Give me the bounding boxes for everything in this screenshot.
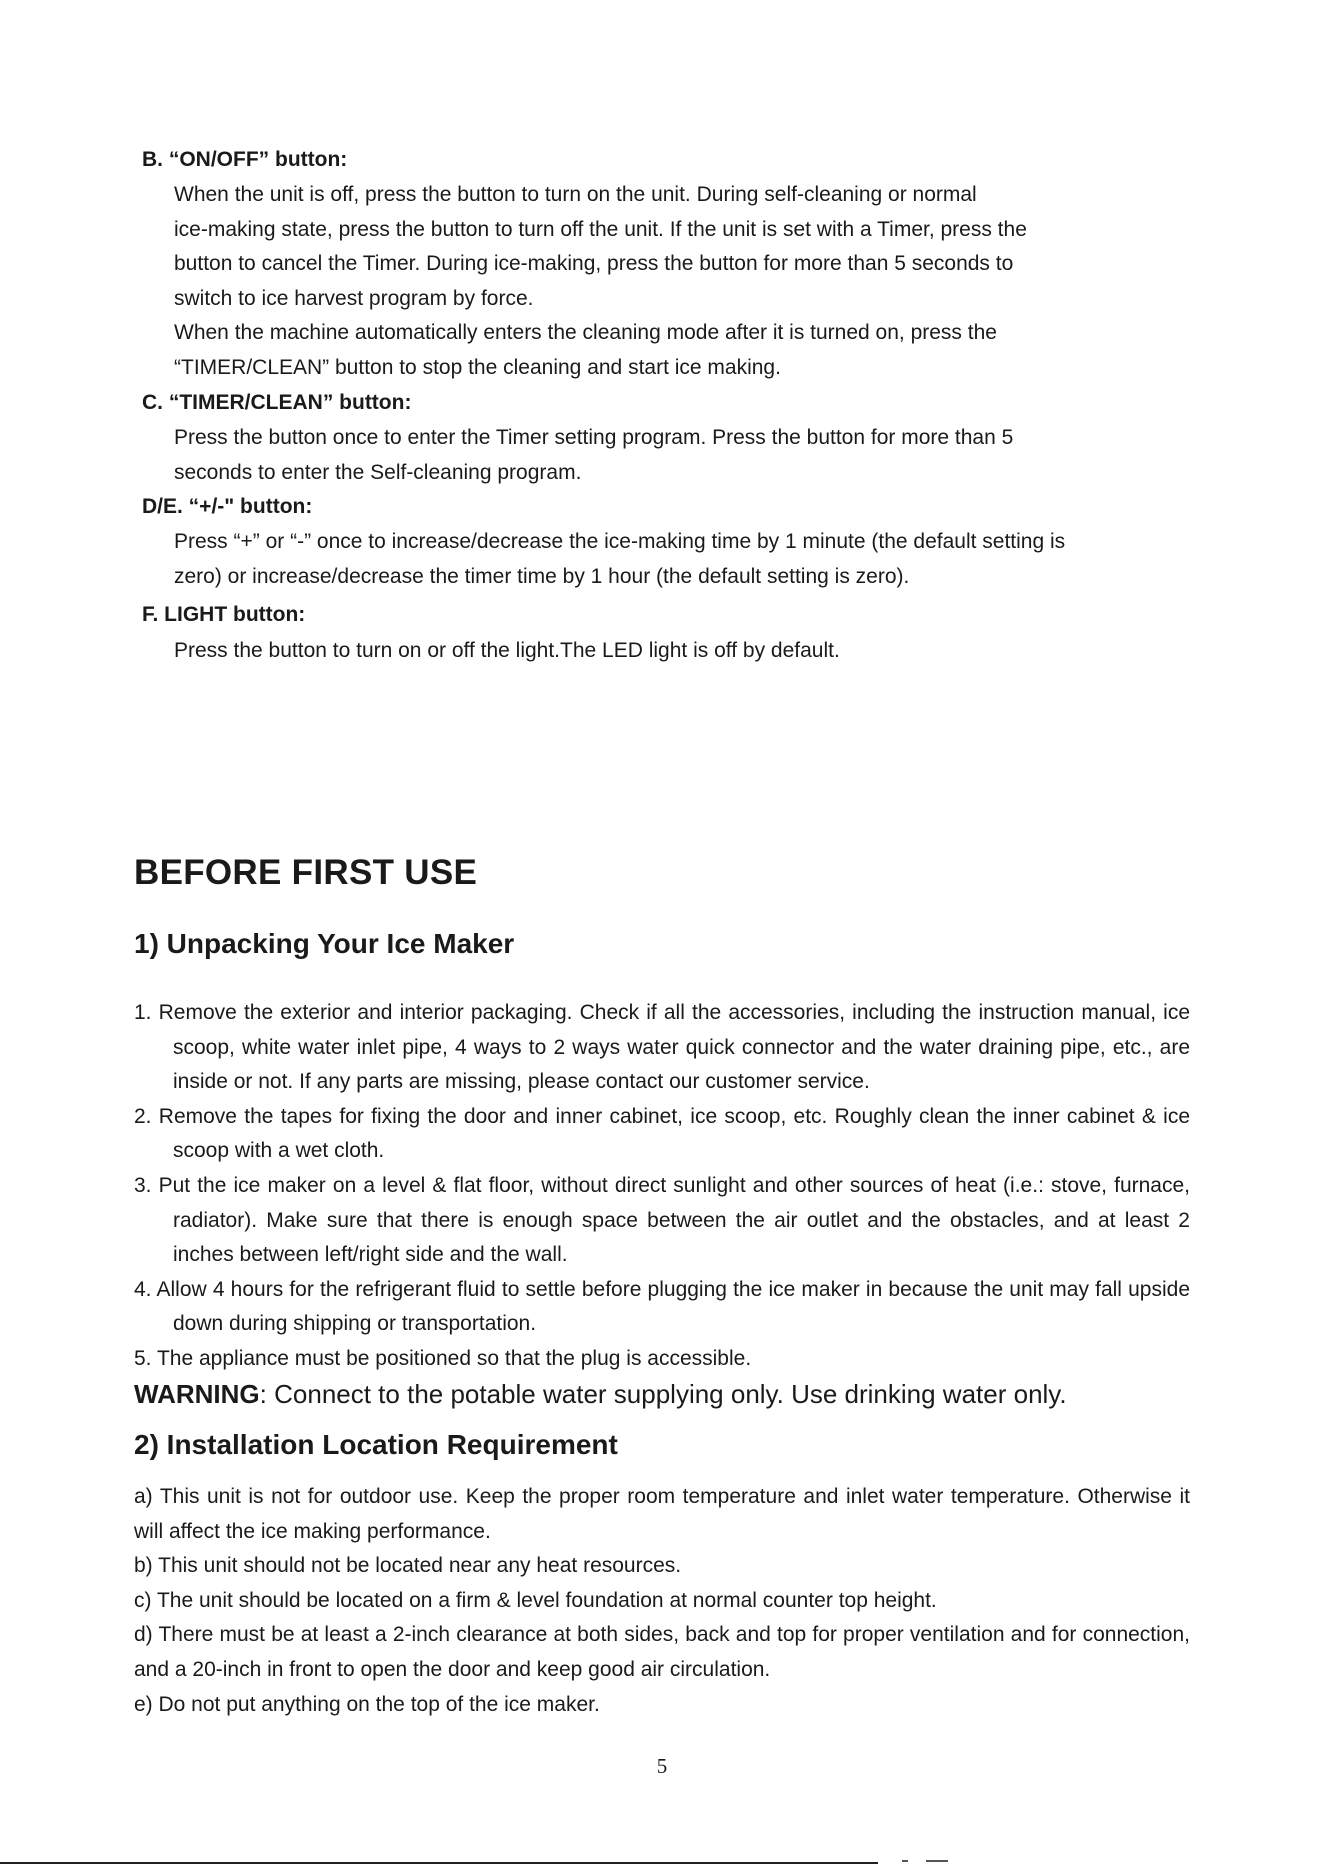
list-item: c) The unit should be located on a firm & level foundation at normal counter top height. (134, 1588, 937, 1612)
light-button-heading: F. LIGHT button: (142, 603, 306, 626)
list-item: 2. Remove the tapes for fixing the door and inner cabinet, ice scoop, etc. Roughly clean the inner cabinet & ice scoop with a wet cloth. (134, 1104, 1190, 1163)
unpacking-steps (134, 996, 1190, 1377)
list-item: 3. Put the ice maker on a level & flat floor, without direct sunlight and other sources of heat (i.e.: stove, furnace, radiator). Make sure that there is enough space between the air outlet and the obstacles, and at least 2 inches between left/right side and the wall. (134, 1173, 1190, 1267)
list-item: d) There must be at least a 2-inch clearance at both sides, back and top for proper ventilation and for connection, and a 20-inch in front to open the door and keep good air circulation. (134, 1623, 1190, 1681)
list-item: 5. The appliance must be positioned so that the plug is accessible. (134, 1346, 752, 1370)
list-item: b) This unit should not be located near any heat resources. (134, 1554, 682, 1578)
text-line: zero) or increase/decrease the timer time by 1 hour (the default setting is zero). (174, 564, 910, 588)
scan-mark (926, 1860, 948, 1862)
timer-clean-button-description (174, 421, 1013, 490)
list-item: 4. Allow 4 hours for the refrigerant fluid to settle before plugging the ice maker in because the unit may fall upside down during shipping or transportation. (134, 1277, 1190, 1336)
page-number: 5 (656, 1754, 668, 1778)
bottom-rule (0, 1862, 878, 1864)
text-line: “TIMER/CLEAN” button to stop the cleaning and start ice making. (174, 355, 781, 379)
text-line: button to cancel the Timer. During ice-making, press the button for more than 5 seconds to (174, 252, 1014, 276)
plus-minus-button-description (174, 525, 1065, 594)
location-subtitle: 2) Installation Location Requirement (134, 1429, 618, 1460)
before-first-use-title: BEFORE FIRST USE (134, 853, 478, 892)
warning-note (134, 1377, 1067, 1411)
list-item: 1. Remove the exterior and interior packaging. Check if all the accessories, including the instruction manual, ice scoop, white water inlet pipe, 4 ways to 2 ways water quick connector and the water draining pipe, etc., are inside or not. If any parts are missing, please contact our customer service. (134, 1001, 1190, 1094)
warning-label: WARNING (134, 1379, 260, 1409)
light-button-description (174, 634, 840, 669)
timer-clean-button-heading: C. “TIMER/CLEAN” button: (142, 391, 412, 414)
text-line: ice-making state, press the button to turn off the unit. If the unit is set with a Timer, press the (174, 217, 1027, 241)
scan-mark (902, 1860, 908, 1862)
on-off-button-description (174, 178, 1027, 386)
list-item: e) Do not put anything on the top of the ice maker. (134, 1692, 600, 1716)
text-line: switch to ice harvest program by force. (174, 286, 534, 310)
text-line: Press the button once to enter the Timer setting program. Press the button for more than 5 (174, 426, 1014, 449)
warning-text: : Connect to the potable water supplying only. Use drinking water only. (259, 1379, 1067, 1409)
on-off-button-heading: B. “ON/OFF” button: (142, 148, 348, 171)
unpacking-subtitle: 1) Unpacking Your Ice Maker (134, 928, 515, 959)
plus-minus-button-heading: D/E. “+/-" button: (142, 495, 313, 518)
list-item: a) This unit is not for outdoor use. Keep the proper room temperature and inlet water temperature. Otherwise it will affect the ice making performance. (134, 1485, 1190, 1543)
text-line: seconds to enter the Self-cleaning program. (174, 460, 582, 484)
text-line: Press the button to turn on or off the light.The LED light is off by default. (174, 639, 840, 662)
text-line: Press “+” or “-” once to increase/decrease the ice-making time by 1 minute (the default setting is (174, 530, 1066, 553)
location-requirements (134, 1480, 1190, 1722)
text-line: When the machine automatically enters the cleaning mode after it is turned on, press the (174, 321, 997, 345)
text-line: When the unit is off, press the button to turn on the unit. During self-cleaning or normal (174, 183, 977, 206)
